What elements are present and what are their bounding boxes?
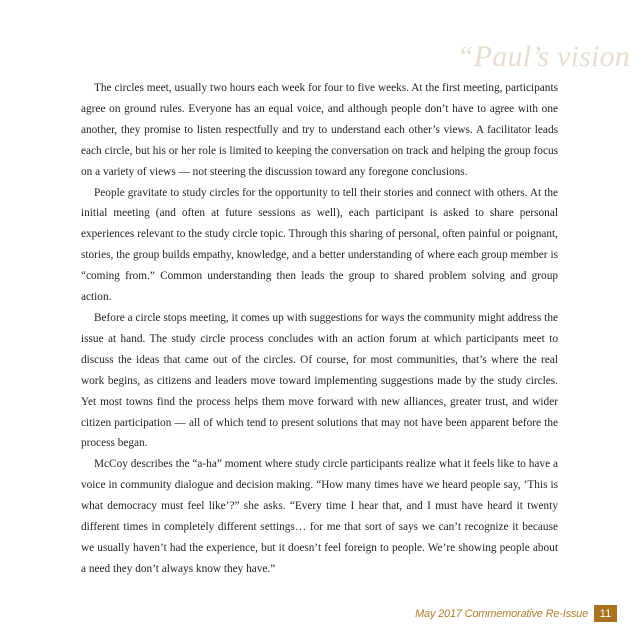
article-body xyxy=(81,78,558,580)
pull-quote: “Paul’s vision xyxy=(456,40,630,73)
paragraph: The circles meet, usually two hours each week for four to five weeks. At the first meeting, participants agree on ground rules. Everyone has an equal voice, and although people don’t have to agree with one another, they promise to listen respectfully and try to understand each other’s views. A facilitator leads each circle, but his or her role is limited to keeping the conversation on track and helping the group focus on a variety of views — not steering the discussion toward any foregone conclusions. xyxy=(81,82,558,178)
paragraph: McCoy describes the “a-ha” moment where study circle participants realize what it feels like to have a voice in community dialogue and decision making. “How many times have we heard people say, ‘This is what democracy must feel like’?” she asks. “Every time I hear that, and I must have heard it twenty different times in completely different settings… for me that sort of says we can’t recognize it because we usually haven’t had the experience, but it doesn’t feel foreign to people. We’re showing people about a need they don’t always know they have.” xyxy=(81,458,558,575)
page-footer xyxy=(415,605,617,622)
paragraph: Before a circle stops meeting, it comes up with suggestions for ways the community might address the issue at hand. The study circle process concludes with an action forum at which participants meet to discuss the ideas that came out of the circles. Of course, for most communities, that’s where the real work begins, as citizens and leaders move toward implementing suggestions made by the study circles. Yet most towns find the process helps them move forward with new alliances, greater trust, and wider citizen participation — all of which tend to present solutions that may not have been apparent before the process began. xyxy=(81,311,558,450)
page-number: 11 xyxy=(594,605,617,622)
paragraph: People gravitate to study circles for the opportunity to tell their stories and connect with others. At the initial meeting (and often at future sessions as well), each participant is asked to share personal experiences relevant to the study circle topic. Through this sharing of personal, often painful or poignant, stories, the group builds empathy, knowledge, and a better understanding of where each group member is “coming from.” Common understanding then leads the group to shared problem solving and group action. xyxy=(81,186,558,304)
publication-title: May 2017 Commemorative Re-Issue xyxy=(415,607,588,620)
